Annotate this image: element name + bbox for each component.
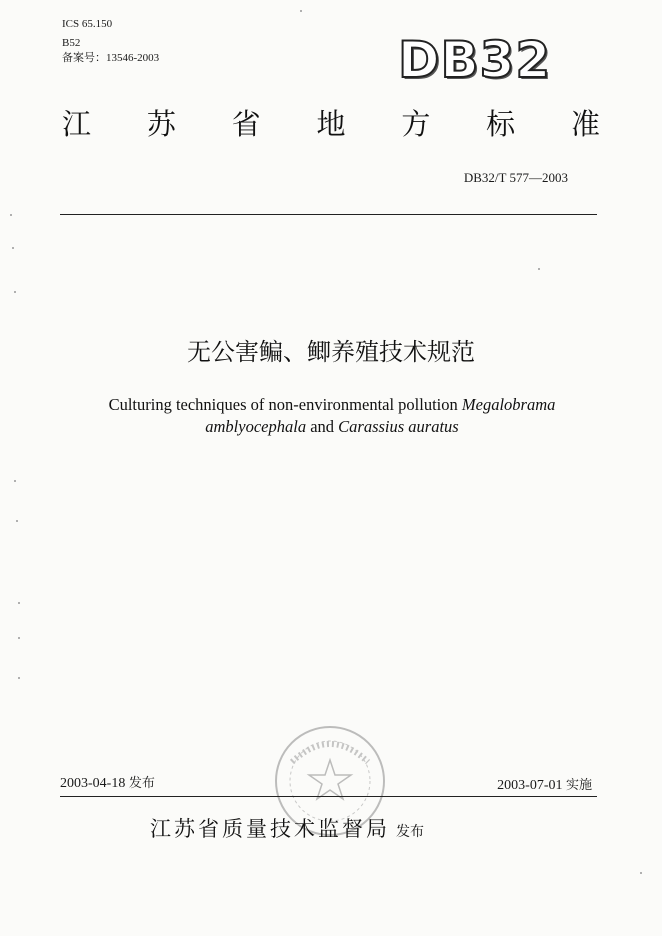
standard-type-char: 地 <box>316 107 346 141</box>
implementation-date-label: 实施 <box>565 778 592 793</box>
publisher-label: 发布 <box>396 824 424 840</box>
scan-speck <box>640 872 642 874</box>
standard-type-char: 江 <box>62 107 92 141</box>
publisher-name: 江苏省质量技术监督局 <box>150 817 390 841</box>
issue-date-value: 2003-04-18 <box>60 776 126 791</box>
bottom-divider <box>60 796 597 797</box>
scan-speck <box>18 637 20 639</box>
standard-type-char: 省 <box>231 107 261 141</box>
ics-code: ICS 65.150 <box>62 18 113 30</box>
scan-speck <box>10 214 12 216</box>
standard-type-char: 方 <box>401 107 431 141</box>
scan-speck <box>14 291 16 293</box>
scan-speck <box>300 10 302 12</box>
scan-speck <box>18 602 20 604</box>
top-divider <box>60 214 597 215</box>
scan-speck <box>14 480 16 482</box>
title-english-prefix: Culturing techniques of non-environmental pollution <box>108 395 462 414</box>
filing-number: 备案号：13546-2003 <box>62 52 160 64</box>
standard-type-char: 标 <box>486 107 516 141</box>
scan-speck <box>12 247 14 249</box>
title-chinese: 无公害鳊、鲫养殖技术规范 <box>187 338 475 366</box>
title-english-and: and <box>306 417 339 436</box>
standard-number: DB32/T 577—2003 <box>463 170 568 185</box>
issue-date-label: 发布 <box>128 776 155 791</box>
scientific-name-bream: Megalobrama amblyocephala <box>205 395 556 436</box>
title-english <box>62 394 602 438</box>
classification-code: B52 <box>62 37 81 49</box>
scientific-name-carp: Carassius auratus <box>338 417 459 436</box>
implementation-date-value: 2003-07-01 <box>497 778 563 793</box>
db32-logo: DB32 <box>398 31 552 89</box>
scan-speck <box>16 520 18 522</box>
standard-type-heading <box>62 106 600 142</box>
standard-type-char: 苏 <box>146 107 176 141</box>
publisher <box>150 813 424 843</box>
scan-speck <box>538 268 540 270</box>
standard-type-char: 准 <box>570 107 600 141</box>
issue-date <box>60 775 155 793</box>
scan-speck <box>18 677 20 679</box>
implementation-date <box>497 777 592 795</box>
